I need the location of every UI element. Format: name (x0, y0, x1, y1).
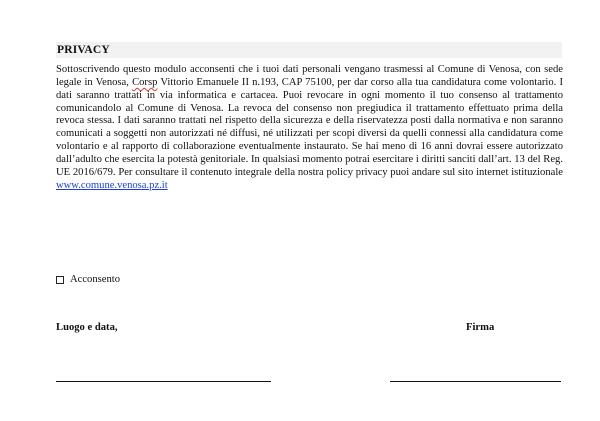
place-date-line (56, 381, 271, 382)
privacy-text-part-1: Sottoscrivendo questo modulo acconsenti che i tuoi dati personali vengano trasmessi al Comune di Venosa, con sede legale in Venosa, (56, 64, 563, 88)
website-link[interactable]: www.comune.venosa.pz.it (56, 179, 168, 191)
consent-checkbox[interactable] (56, 276, 64, 284)
signature-line (390, 381, 561, 382)
misspelled-word: Corsp (132, 76, 158, 88)
consent-label: Acconsento (70, 274, 121, 285)
signature-label: Firma (466, 322, 495, 333)
privacy-heading (56, 42, 562, 58)
privacy-heading-text: PRIVACY (57, 44, 110, 56)
privacy-body-text (56, 64, 563, 192)
place-date-label: Luogo e data, (56, 322, 118, 333)
consent-checkbox-row[interactable] (56, 273, 120, 286)
privacy-text-part-2: Vittorio Emanuele II n.193, CAP 75100, per dar corso alla tua candidatura come volontario. I dati saranno trattati in via informatica e cartacea. Puoi revocare in ogni momento il tuo consenso al trattamento comunicandolo al Comune di Venosa. La revoca del consenso non pregiudica il trattamento effettuato prima della revoca stessa. I dati saranno trattati nel rispetto della sicurezza e della riservatezza posti dalla normativa e non saranno comunicati a soggetti non autorizzati né diffusi, né utilizzati per scopi diversi da quelli connessi alla candidatura come volontario e al rapporto di collaborazione eventualmente instaurato. Se hai meno di 16 anni dovrai essere autorizzato dall’adulto che esercita la potestà genitoriale. In qualsiasi momento potrai esercitare i diritti sanciti dall’art. 13 del Reg. UE 2016/679. Per consultare il contenuto integrale della nostra policy privacy puoi andare sul sito internet istituzionale (56, 76, 563, 178)
